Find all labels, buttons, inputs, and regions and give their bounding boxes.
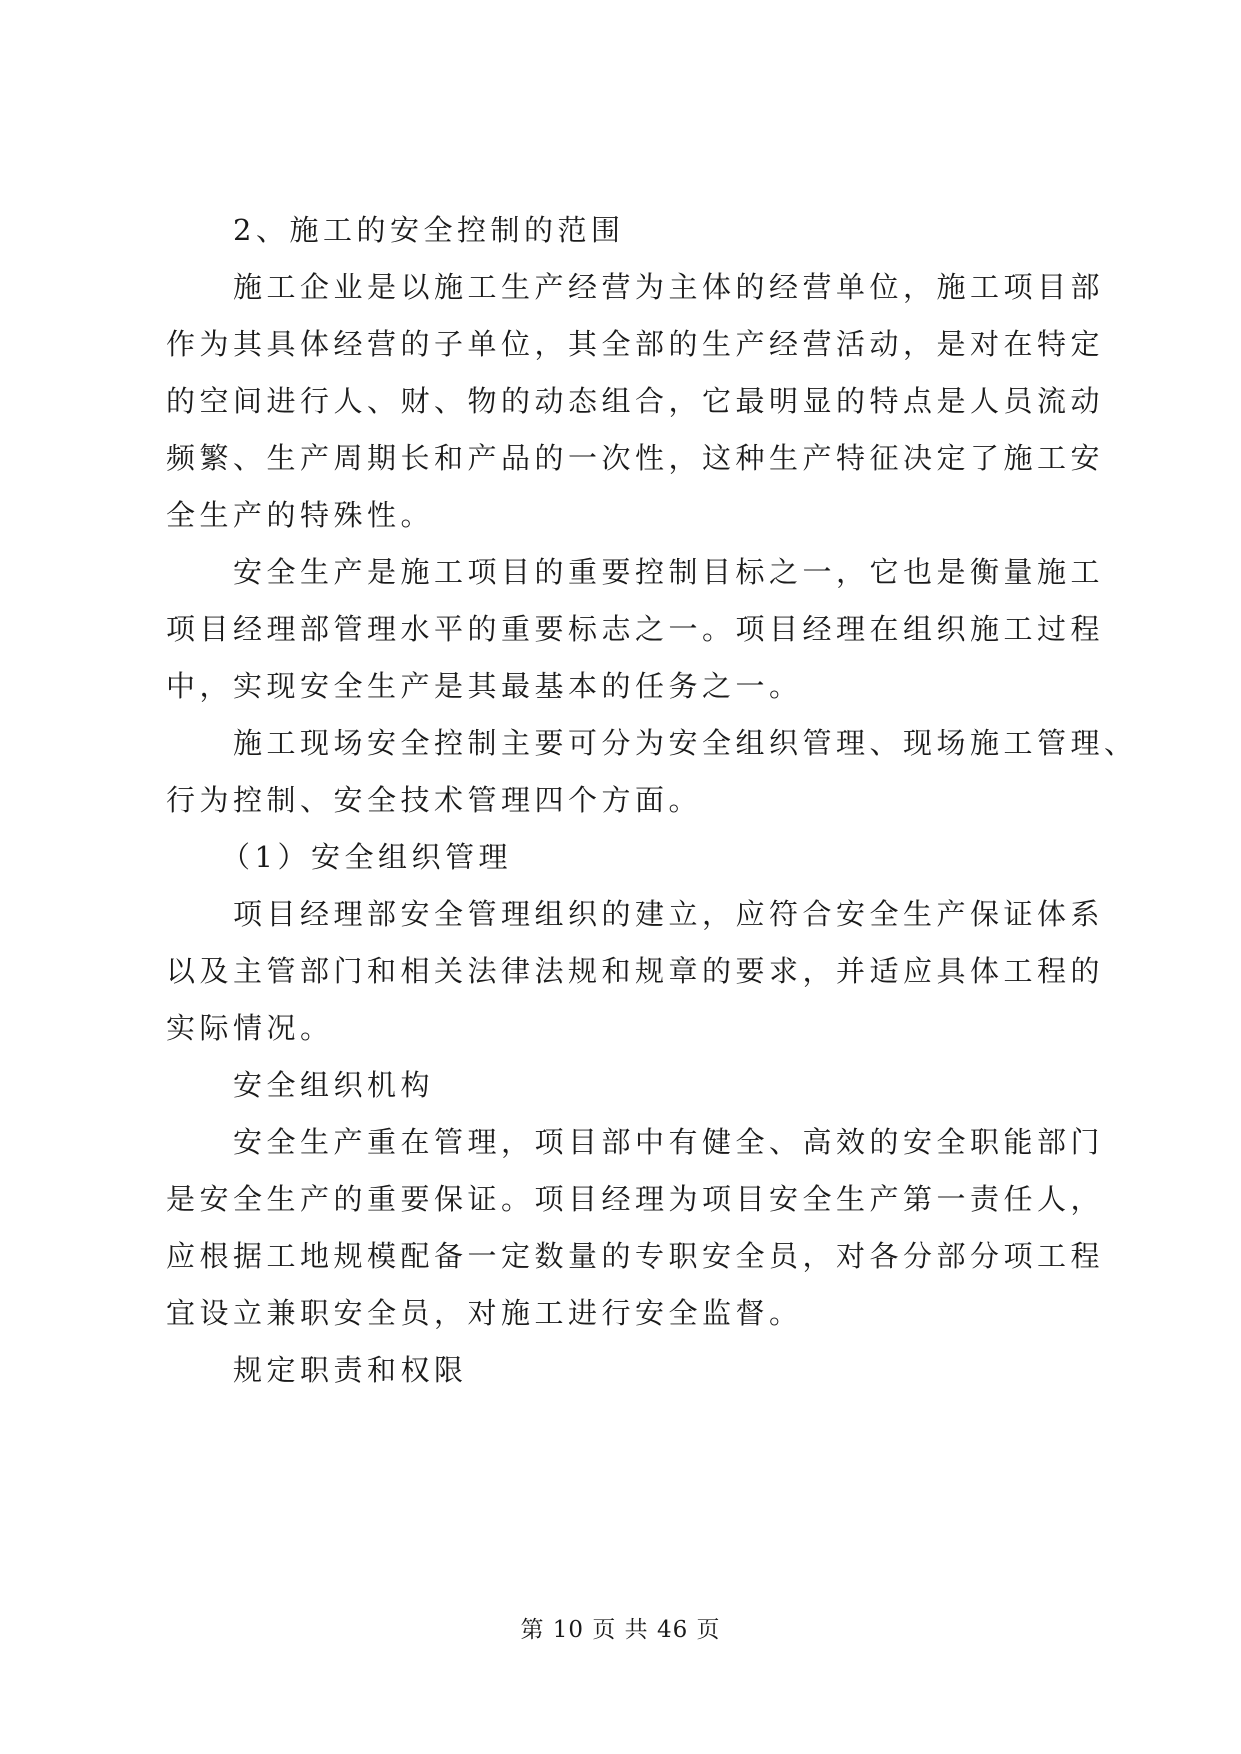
- paragraph-line: 项目经理部安全管理组织的建立，应符合安全生产保证体系: [233, 897, 1105, 931]
- paragraph-line: 作为其具体经营的子单位，其全部的生产经营活动，是对在特定: [166, 327, 1105, 361]
- paragraph-line: 施工现场安全控制主要可分为安全组织管理、现场施工管理、: [233, 726, 1138, 760]
- subheading: 安全组织机构: [233, 1068, 435, 1102]
- paragraph-line: 的空间进行人、财、物的动态组合，它最明显的特点是人员流动: [166, 384, 1105, 418]
- paragraph-line: 施工企业是以施工生产经营为主体的经营单位，施工项目部: [233, 270, 1105, 304]
- paragraph-line: 行为控制、安全技术管理四个方面。: [166, 783, 703, 817]
- paragraph-line: 安全生产重在管理，项目部中有健全、高效的安全职能部门: [233, 1125, 1105, 1159]
- paragraph-line: 以及主管部门和相关法律法规和规章的要求，并适应具体工程的: [166, 954, 1105, 988]
- paragraph-line: 全生产的特殊性。: [166, 498, 435, 532]
- paragraph-line: 实际情况。: [166, 1011, 334, 1045]
- paragraph-line: 频繁、生产周期长和产品的一次性，这种生产特征决定了施工安: [166, 441, 1105, 475]
- paragraph-line: 应根据工地规模配备一定数量的专职安全员，对各分部分项工程: [166, 1239, 1105, 1273]
- paragraph-line: 项目经理部管理水平的重要标志之一。项目经理在组织施工过程: [166, 612, 1105, 646]
- paragraph-line: 中，实现安全生产是其最基本的任务之一。: [166, 669, 803, 703]
- paragraph-line: 宜设立兼职安全员，对施工进行安全监督。: [166, 1296, 803, 1330]
- section-heading: 2、施工的安全控制的范围: [233, 213, 625, 247]
- paragraph-line: 安全生产是施工项目的重要控制目标之一，它也是衡量施工: [233, 555, 1105, 589]
- page-footer: 第 10 页 共 46 页: [520, 1617, 721, 1643]
- paragraph-line: 是安全生产的重要保证。项目经理为项目安全生产第一责任人，: [166, 1182, 1105, 1216]
- subheading: 规定职责和权限: [233, 1353, 468, 1387]
- subsection-heading: （1）安全组织管理: [221, 840, 512, 874]
